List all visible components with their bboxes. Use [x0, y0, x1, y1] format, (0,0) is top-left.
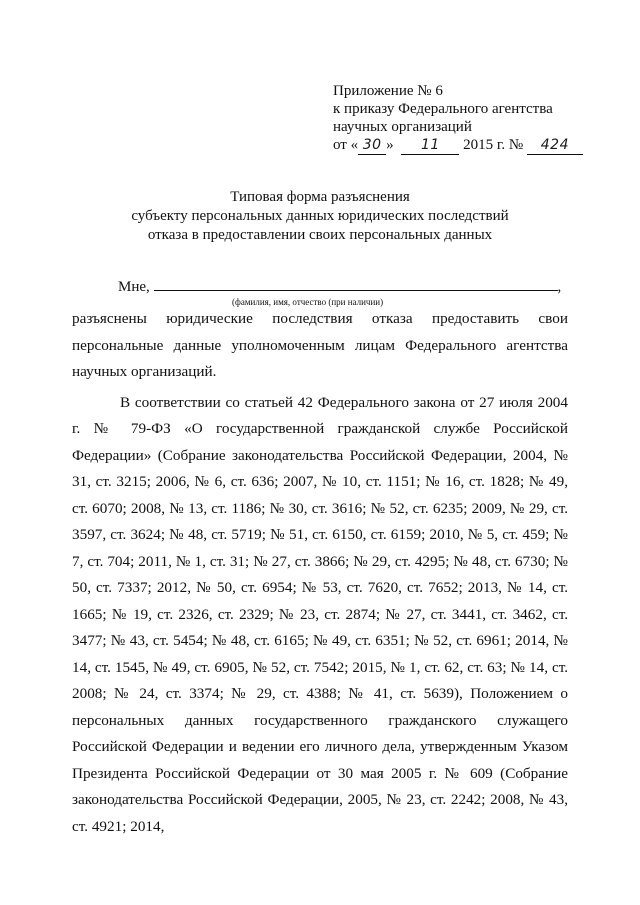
title-line-1: Типовая форма разъяснения — [230, 189, 410, 205]
appendix-number: Приложение № 6 — [333, 83, 443, 99]
word: юридические — [166, 310, 253, 327]
word: отказа — [371, 310, 413, 327]
appendix-order-ref: к приказу Федерального агентства — [333, 101, 553, 117]
name-entry-row — [118, 278, 578, 296]
mne-label: Мне, — [118, 279, 150, 295]
order-number-field — [527, 136, 583, 155]
word: последствия — [272, 310, 353, 327]
order-number-handwritten: 424 — [540, 137, 569, 153]
word: предоставить — [431, 310, 520, 327]
paragraph-1-rest: персональные данные уполномоченным лицам Федерального агентства научных организаций. — [72, 336, 568, 380]
date-month-field — [401, 136, 459, 155]
para1-first-line — [72, 306, 568, 333]
date-prefix: от « — [333, 137, 359, 153]
paragraph-2: В соответствии со статьей 42 Федерального закона от 27 июля 2004 г. № 79-ФЗ «О государственной гражданской службе Российской Федерации» (Собрание законодательства Российской Федерации, 2004, № 31, ст. 3215; 2006, № 6, ст. 636; 2007, № 10, ст. 1151; № 16, ст. 1828; № 49, ст. 6070; 2008, № 13, ст. 1186; № 30, ст. 3616; № 52, ст. 6235; 2009, № 29, ст. 3597, ст. 3624; № 48, ст. 5719; № 51, ст. 6150, ст. 6159; 2010, № 5, ст. 459; № 7, ст. 704; 2011, № 1, ст. 31; № 27, ст. 3866; № 29, ст. 4295; № 48, ст. 6730; № 50, ст. 7337; 2012, № 50, ст. 6954; № 53, ст. 7620, ст. 7652; 2013, № 14, ст. 1665; № 19, ст. 2326, ст. 2329; № 23, ст. 2874; № 27, ст. 3441, ст. 3462, ст. 3477; № 43, ст. 5454; № 48, ст. 6165; № 49, ст. 6351; № 52, ст. 6961; 2014, № 14, ст. 1545, № 49, ст. 6905, № 52, ст. 7542; 2015, № 1, ст. 62, ст. 63; № 14, ст. 2008; № 24, ст. 3374; № 29, ст. 4388; № 41, ст. 5639), Положением о персональных данных государственного гражданского служащего Российской Федерации и ведении его личного дела, утвержденным Указом Президента Российской Федерации от 30 мая 2005 г. № 609 (Собрание законодательства Российской Федерации, 2005, № 23, ст. 2242; 2008, № 43, ст. 4921; 2014, — [72, 393, 568, 835]
word: разъяснены — [72, 310, 147, 327]
word: свои — [538, 310, 568, 327]
date-quote: » — [386, 137, 394, 153]
appendix-header — [333, 82, 623, 155]
fio-input-line[interactable] — [154, 278, 558, 291]
trailing-comma: , — [557, 279, 562, 295]
document-title — [0, 188, 640, 245]
title-line-2: субъекту персональных данных юридических последствий — [131, 208, 509, 224]
date-month-handwritten: 11 — [420, 137, 440, 153]
appendix-agency: научных организаций — [333, 119, 472, 135]
title-line-3: отказа в предоставлении своих персональных данных — [147, 227, 493, 243]
fio-hint: (фамилия, имя, отчество (при наличии) — [232, 297, 384, 307]
date-year: 2015 г. № — [463, 137, 524, 153]
date-day-field — [358, 136, 386, 155]
appendix-date-line — [333, 136, 623, 155]
date-day-handwritten: 30 — [362, 137, 382, 153]
document-body — [72, 306, 568, 840]
